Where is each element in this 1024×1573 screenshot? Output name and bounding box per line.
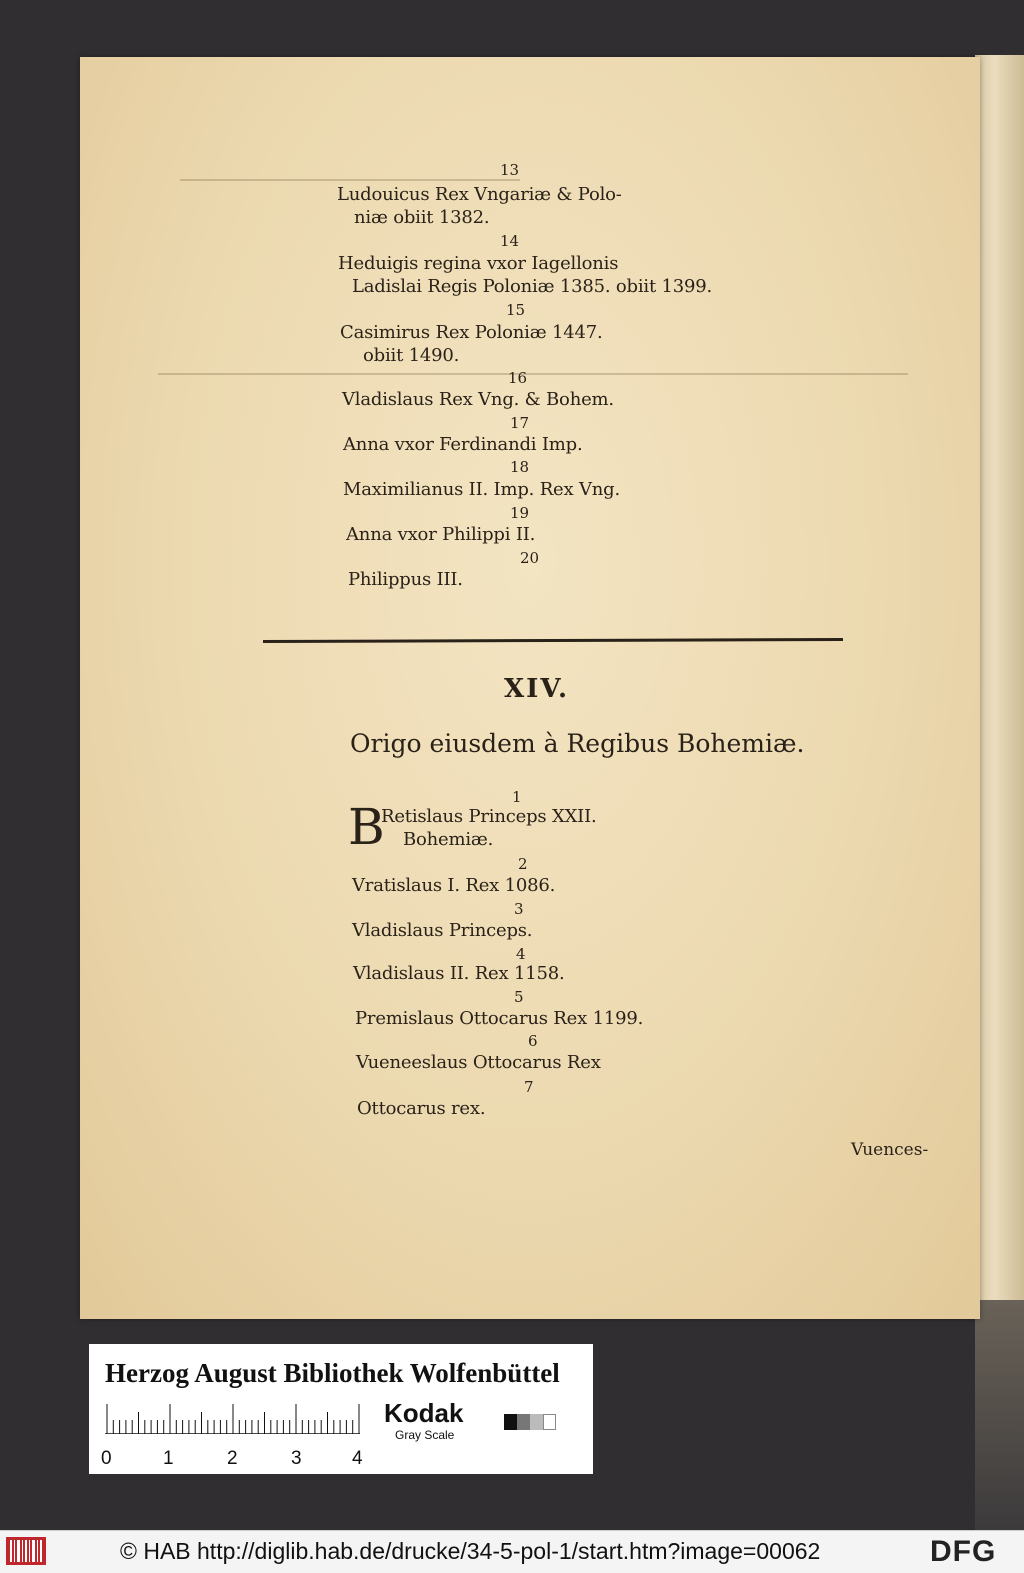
section-divider [263, 638, 843, 643]
ruler-number: 0 [101, 1448, 112, 1469]
entry-number: 15 [506, 301, 526, 319]
footer-bar [0, 1530, 1024, 1573]
entry-text: Premislaus Ottocarus Rex 1199. [355, 1008, 644, 1029]
show-through-line [158, 373, 908, 375]
library-name: Herzog August Bibliothek Wolfenbüttel [105, 1358, 560, 1388]
entry-text: niæ obiit 1382. [354, 207, 490, 228]
ruler-number: 2 [227, 1448, 238, 1469]
entry-text: Anna vxor Philippi II. [346, 524, 536, 545]
entry-number: 19 [510, 504, 530, 522]
entry-text: Vladislaus Rex Vng. & Bohem. [342, 389, 614, 410]
gray-swatch-light [530, 1414, 543, 1430]
entry-number: 20 [520, 549, 540, 567]
entry-number: 1 [512, 788, 522, 806]
entry-number: 2 [518, 855, 528, 873]
entry-number: 17 [510, 414, 530, 432]
ruler-scale [105, 1404, 360, 1434]
gray-swatch-mid [517, 1414, 530, 1430]
section-heading: XIV. [504, 674, 570, 704]
entry-text: Retislaus Princeps XXII. [381, 806, 597, 827]
entry-number: 16 [508, 369, 528, 387]
entry-number: 3 [514, 900, 524, 918]
show-through-line [180, 179, 520, 181]
book-page [80, 57, 980, 1319]
entry-number: 4 [516, 945, 526, 963]
entry-text: Vladislaus II. Rex 1158. [353, 963, 565, 984]
entry-number: 18 [510, 458, 530, 476]
entry-number: 7 [524, 1078, 534, 1096]
gray-swatch-white [543, 1414, 556, 1430]
entry-text: Casimirus Rex Poloniæ 1447. [340, 322, 603, 343]
gray-swatch-black [504, 1414, 517, 1430]
ruler-number: 3 [291, 1448, 302, 1469]
entry-number: 14 [500, 232, 520, 250]
entry-text: Ladislai Regis Poloniæ 1385. obiit 1399. [352, 276, 713, 297]
entry-text: Vladislaus Princeps. [352, 920, 533, 941]
entry-text: obiit 1490. [363, 345, 460, 366]
entry-text: Vratislaus I. Rex 1086. [352, 875, 556, 896]
entry-text: Heduigis regina vxor Iagellonis [338, 253, 619, 274]
kodak-logo: Kodak [384, 1398, 464, 1428]
entry-text: Vueneeslaus Ottocarus Rex [356, 1052, 601, 1073]
entry-number: 5 [514, 988, 524, 1006]
catchword: Vuences- [851, 1140, 929, 1160]
ruler-number: 1 [163, 1448, 174, 1469]
entry-number: 13 [500, 161, 520, 179]
entry-text: Anna vxor Ferdinandi Imp. [343, 434, 583, 455]
entry-text: Maximilianus II. Imp. Rex Vng. [343, 479, 621, 500]
drop-cap: B [348, 798, 385, 856]
source-url: © HAB http://diglib.hab.de/drucke/34-5-pol-1/start.htm?image=00062 [120, 1538, 821, 1564]
entry-text: Philippus III. [348, 569, 463, 590]
entry-number: 6 [528, 1032, 538, 1050]
dfg-logo: DFG [930, 1535, 997, 1568]
entry-text: Ottocarus rex. [357, 1098, 486, 1119]
entry-text: Ludouicus Rex Vngariæ & Polo- [337, 184, 622, 205]
next-page-shadow [975, 1300, 1024, 1530]
ruler-number: 4 [352, 1448, 363, 1469]
hab-barcode-icon [6, 1537, 46, 1565]
entry-text: Bohemiæ. [403, 829, 494, 850]
section-subheading: Origo eiusdem à Regibus Bohemiæ. [350, 729, 805, 758]
next-page-edge [975, 55, 1024, 1310]
gray-scale-label: Gray Scale [395, 1428, 455, 1442]
color-scale-card [89, 1344, 593, 1474]
